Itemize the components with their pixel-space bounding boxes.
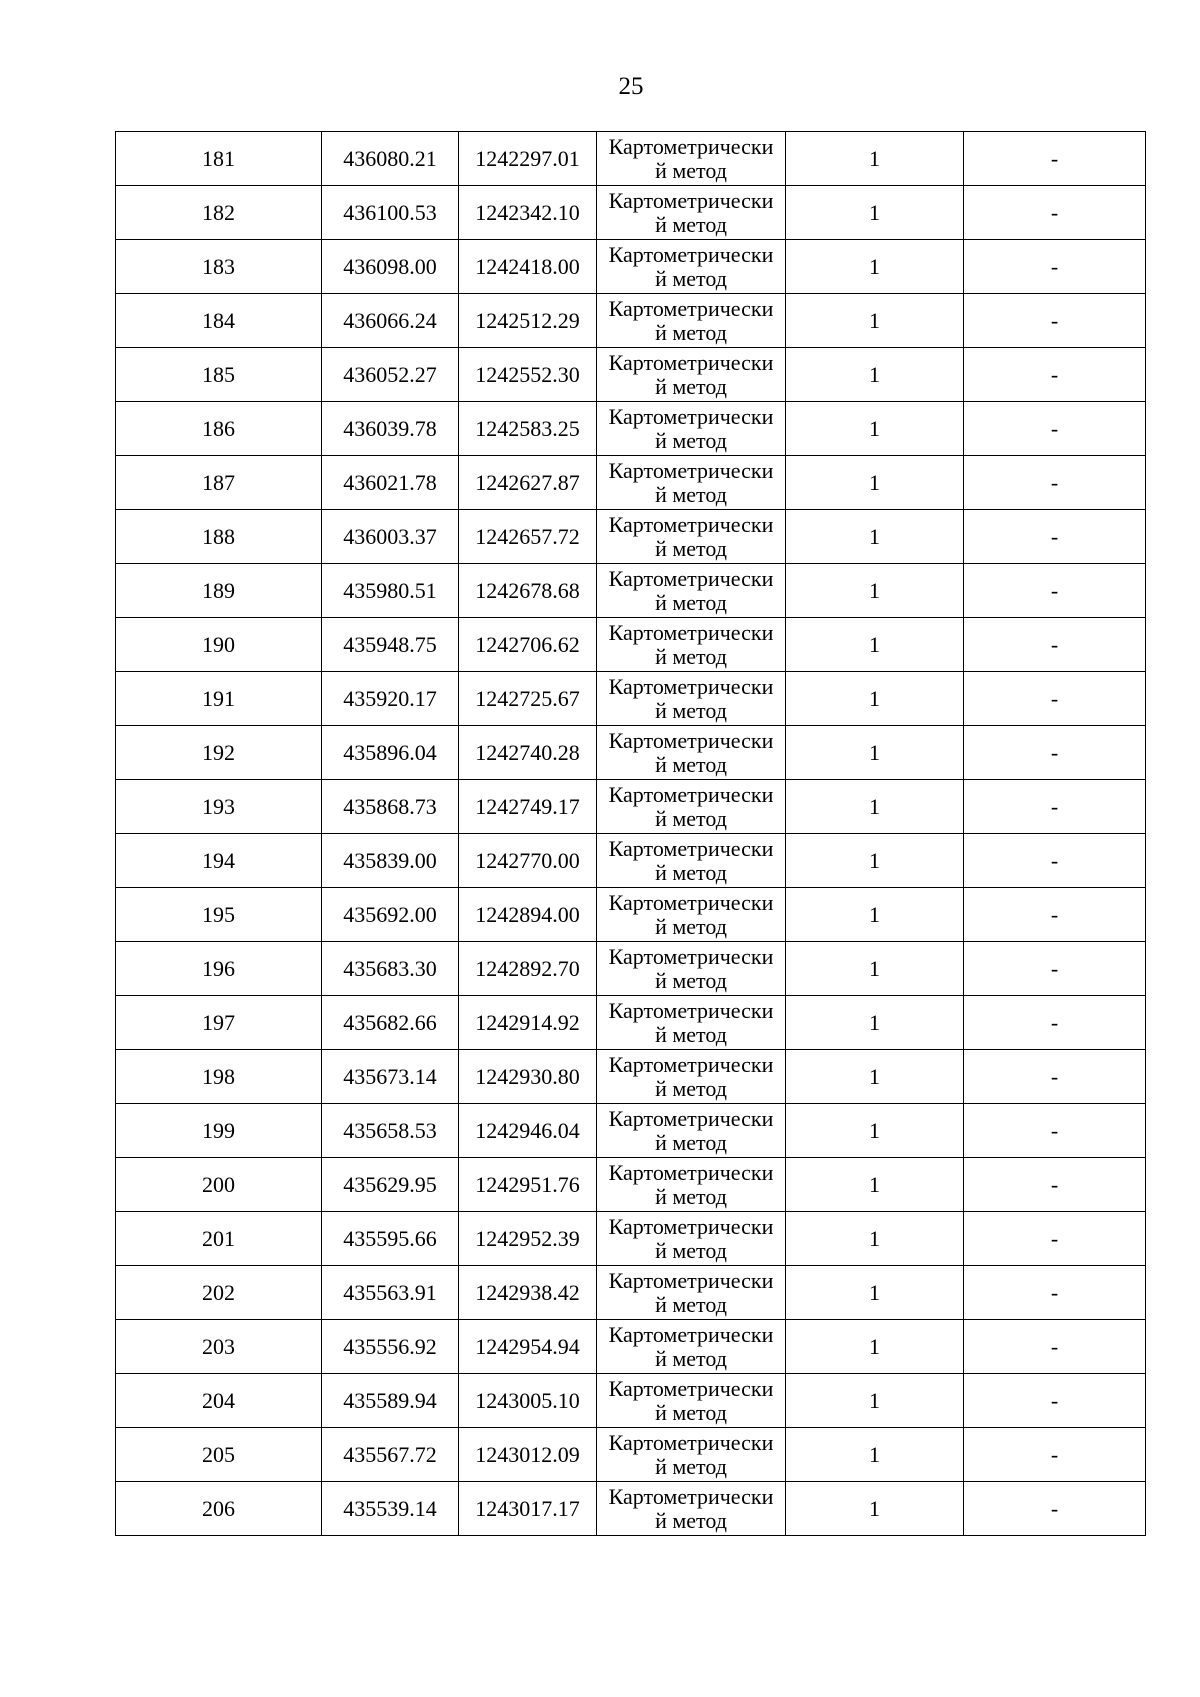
note-cell: - <box>964 888 1146 942</box>
point-number-cell: 197 <box>116 996 322 1050</box>
method-line-1: Картометрически <box>608 565 774 591</box>
accuracy-cell: 1 <box>786 564 964 618</box>
y-coordinate-cell: 1242740.28 <box>459 726 597 780</box>
x-coordinate-cell: 435948.75 <box>322 618 459 672</box>
method-line-2: й метод <box>655 535 727 561</box>
method-line-1: Картометрически <box>608 1105 774 1131</box>
method-cell <box>597 1158 786 1212</box>
y-coordinate-cell: 1242725.67 <box>459 672 597 726</box>
method-cell <box>597 1428 786 1482</box>
point-number-cell: 187 <box>116 456 322 510</box>
point-number-cell: 202 <box>116 1266 322 1320</box>
method-line-2: й метод <box>655 265 727 291</box>
note-cell: - <box>964 1428 1146 1482</box>
y-coordinate-cell: 1242583.25 <box>459 402 597 456</box>
table-row <box>116 132 1146 186</box>
method-line-1: Картометрически <box>608 1213 774 1239</box>
method-cell <box>597 780 786 834</box>
table-row <box>116 1158 1146 1212</box>
method-line-2: й метод <box>655 1075 727 1101</box>
point-number-cell: 184 <box>116 294 322 348</box>
accuracy-cell: 1 <box>786 294 964 348</box>
x-coordinate-cell: 435868.73 <box>322 780 459 834</box>
accuracy-cell: 1 <box>786 726 964 780</box>
note-cell: - <box>964 726 1146 780</box>
accuracy-cell: 1 <box>786 1320 964 1374</box>
point-number-cell: 190 <box>116 618 322 672</box>
y-coordinate-cell: 1242954.94 <box>459 1320 597 1374</box>
point-number-cell: 181 <box>116 132 322 186</box>
method-cell <box>597 132 786 186</box>
table-row <box>116 888 1146 942</box>
method-line-2: й метод <box>655 1399 727 1425</box>
x-coordinate-cell: 435556.92 <box>322 1320 459 1374</box>
y-coordinate-cell: 1243017.17 <box>459 1482 597 1536</box>
table-row <box>116 186 1146 240</box>
note-cell: - <box>964 942 1146 996</box>
y-coordinate-cell: 1242342.10 <box>459 186 597 240</box>
note-cell: - <box>964 402 1146 456</box>
y-coordinate-cell: 1242938.42 <box>459 1266 597 1320</box>
x-coordinate-cell: 435563.91 <box>322 1266 459 1320</box>
method-line-1: Картометрически <box>608 727 774 753</box>
table-row <box>116 564 1146 618</box>
point-number-cell: 199 <box>116 1104 322 1158</box>
x-coordinate-cell: 436080.21 <box>322 132 459 186</box>
method-line-1: Картометрически <box>608 133 774 159</box>
method-line-2: й метод <box>655 1021 727 1047</box>
method-line-2: й метод <box>655 913 727 939</box>
accuracy-cell: 1 <box>786 510 964 564</box>
x-coordinate-cell: 435682.66 <box>322 996 459 1050</box>
accuracy-cell: 1 <box>786 186 964 240</box>
x-coordinate-cell: 436052.27 <box>322 348 459 402</box>
method-cell <box>597 672 786 726</box>
x-coordinate-cell: 436039.78 <box>322 402 459 456</box>
x-coordinate-cell: 435683.30 <box>322 942 459 996</box>
method-line-2: й метод <box>655 643 727 669</box>
x-coordinate-cell: 436100.53 <box>322 186 459 240</box>
note-cell: - <box>964 1050 1146 1104</box>
method-line-1: Картометрически <box>608 1483 774 1509</box>
method-cell <box>597 834 786 888</box>
method-cell <box>597 1320 786 1374</box>
table-row <box>116 672 1146 726</box>
x-coordinate-cell: 435629.95 <box>322 1158 459 1212</box>
method-cell <box>597 996 786 1050</box>
x-coordinate-cell: 435658.53 <box>322 1104 459 1158</box>
method-line-2: й метод <box>655 481 727 507</box>
point-number-cell: 192 <box>116 726 322 780</box>
y-coordinate-cell: 1242951.76 <box>459 1158 597 1212</box>
table-row <box>116 402 1146 456</box>
method-line-2: й метод <box>655 319 727 345</box>
x-coordinate-cell: 436003.37 <box>322 510 459 564</box>
y-coordinate-cell: 1242418.00 <box>459 240 597 294</box>
method-line-2: й метод <box>655 697 727 723</box>
y-coordinate-cell: 1242930.80 <box>459 1050 597 1104</box>
method-line-1: Картометрически <box>608 1429 774 1455</box>
y-coordinate-cell: 1242894.00 <box>459 888 597 942</box>
method-cell <box>597 618 786 672</box>
method-cell <box>597 456 786 510</box>
method-line-2: й метод <box>655 1453 727 1479</box>
method-cell <box>597 240 786 294</box>
page-number: 25 <box>618 73 644 100</box>
method-cell <box>597 888 786 942</box>
method-line-2: й метод <box>655 1507 727 1533</box>
point-number-cell: 204 <box>116 1374 322 1428</box>
method-line-1: Картометрически <box>608 187 774 213</box>
table-row <box>116 780 1146 834</box>
accuracy-cell: 1 <box>786 942 964 996</box>
method-line-1: Картометрически <box>608 457 774 483</box>
y-coordinate-cell: 1242952.39 <box>459 1212 597 1266</box>
note-cell: - <box>964 294 1146 348</box>
method-line-1: Картометрически <box>608 997 774 1023</box>
point-number-cell: 200 <box>116 1158 322 1212</box>
method-line-1: Картометрически <box>608 619 774 645</box>
table-row <box>116 1320 1146 1374</box>
accuracy-cell: 1 <box>786 1212 964 1266</box>
y-coordinate-cell: 1242892.70 <box>459 942 597 996</box>
method-cell <box>597 942 786 996</box>
point-number-cell: 195 <box>116 888 322 942</box>
method-line-1: Картометрически <box>608 1375 774 1401</box>
table-row <box>116 1374 1146 1428</box>
method-line-2: й метод <box>655 589 727 615</box>
table-row <box>116 1428 1146 1482</box>
note-cell: - <box>964 132 1146 186</box>
x-coordinate-cell: 436098.00 <box>322 240 459 294</box>
y-coordinate-cell: 1242297.01 <box>459 132 597 186</box>
method-line-2: й метод <box>655 805 727 831</box>
note-cell: - <box>964 1212 1146 1266</box>
note-cell: - <box>964 1104 1146 1158</box>
x-coordinate-cell: 435839.00 <box>322 834 459 888</box>
method-cell <box>597 348 786 402</box>
method-line-1: Картометрически <box>608 241 774 267</box>
method-line-2: й метод <box>655 751 727 777</box>
accuracy-cell: 1 <box>786 1158 964 1212</box>
point-number-cell: 193 <box>116 780 322 834</box>
method-cell <box>597 510 786 564</box>
method-line-2: й метод <box>655 859 727 885</box>
x-coordinate-cell: 436021.78 <box>322 456 459 510</box>
accuracy-cell: 1 <box>786 1104 964 1158</box>
method-cell <box>597 1374 786 1428</box>
accuracy-cell: 1 <box>786 834 964 888</box>
accuracy-cell: 1 <box>786 1050 964 1104</box>
method-line-1: Картометрически <box>608 295 774 321</box>
accuracy-cell: 1 <box>786 888 964 942</box>
accuracy-cell: 1 <box>786 996 964 1050</box>
table-row <box>116 1104 1146 1158</box>
point-number-cell: 191 <box>116 672 322 726</box>
accuracy-cell: 1 <box>786 618 964 672</box>
method-line-1: Картометрически <box>608 1159 774 1185</box>
point-number-cell: 196 <box>116 942 322 996</box>
table-row <box>116 726 1146 780</box>
accuracy-cell: 1 <box>786 780 964 834</box>
x-coordinate-cell: 435896.04 <box>322 726 459 780</box>
method-line-2: й метод <box>655 1237 727 1263</box>
method-line-1: Картометрически <box>608 1051 774 1077</box>
y-coordinate-cell: 1242706.62 <box>459 618 597 672</box>
note-cell: - <box>964 1158 1146 1212</box>
table-row <box>116 618 1146 672</box>
note-cell: - <box>964 564 1146 618</box>
x-coordinate-cell: 435673.14 <box>322 1050 459 1104</box>
method-line-2: й метод <box>655 967 727 993</box>
point-number-cell: 206 <box>116 1482 322 1536</box>
method-line-2: й метод <box>655 1345 727 1371</box>
y-coordinate-cell: 1242678.68 <box>459 564 597 618</box>
table-row <box>116 456 1146 510</box>
method-cell <box>597 402 786 456</box>
method-line-2: й метод <box>655 1291 727 1317</box>
table-row <box>116 240 1146 294</box>
point-number-cell: 186 <box>116 402 322 456</box>
point-number-cell: 188 <box>116 510 322 564</box>
method-line-1: Картометрически <box>608 349 774 375</box>
note-cell: - <box>964 510 1146 564</box>
note-cell: - <box>964 834 1146 888</box>
y-coordinate-cell: 1243005.10 <box>459 1374 597 1428</box>
accuracy-cell: 1 <box>786 1428 964 1482</box>
note-cell: - <box>964 672 1146 726</box>
x-coordinate-cell: 435920.17 <box>322 672 459 726</box>
method-line-1: Картометрически <box>608 1267 774 1293</box>
table-row <box>116 1266 1146 1320</box>
point-number-cell: 189 <box>116 564 322 618</box>
accuracy-cell: 1 <box>786 402 964 456</box>
table-row <box>116 834 1146 888</box>
point-number-cell: 194 <box>116 834 322 888</box>
point-number-cell: 201 <box>116 1212 322 1266</box>
method-cell <box>597 564 786 618</box>
note-cell: - <box>964 1266 1146 1320</box>
method-cell <box>597 1050 786 1104</box>
point-number-cell: 183 <box>116 240 322 294</box>
table-row <box>116 348 1146 402</box>
note-cell: - <box>964 1482 1146 1536</box>
method-line-2: й метод <box>655 211 727 237</box>
method-line-1: Картометрически <box>608 403 774 429</box>
y-coordinate-cell: 1242749.17 <box>459 780 597 834</box>
x-coordinate-cell: 435567.72 <box>322 1428 459 1482</box>
method-line-2: й метод <box>655 373 727 399</box>
x-coordinate-cell: 435692.00 <box>322 888 459 942</box>
method-cell <box>597 294 786 348</box>
method-cell <box>597 1266 786 1320</box>
y-coordinate-cell: 1243012.09 <box>459 1428 597 1482</box>
accuracy-cell: 1 <box>786 1374 964 1428</box>
x-coordinate-cell: 435539.14 <box>322 1482 459 1536</box>
point-number-cell: 185 <box>116 348 322 402</box>
method-line-1: Картометрически <box>608 889 774 915</box>
table-row <box>116 1212 1146 1266</box>
accuracy-cell: 1 <box>786 1482 964 1536</box>
method-line-1: Картометрически <box>608 511 774 537</box>
method-cell <box>597 726 786 780</box>
point-number-cell: 198 <box>116 1050 322 1104</box>
method-cell <box>597 1104 786 1158</box>
method-line-1: Картометрически <box>608 1321 774 1347</box>
y-coordinate-cell: 1242627.87 <box>459 456 597 510</box>
note-cell: - <box>964 240 1146 294</box>
note-cell: - <box>964 780 1146 834</box>
coordinates-table <box>115 131 1146 1536</box>
note-cell: - <box>964 1374 1146 1428</box>
accuracy-cell: 1 <box>786 1266 964 1320</box>
x-coordinate-cell: 435589.94 <box>322 1374 459 1428</box>
note-cell: - <box>964 348 1146 402</box>
note-cell: - <box>964 996 1146 1050</box>
accuracy-cell: 1 <box>786 456 964 510</box>
note-cell: - <box>964 1320 1146 1374</box>
note-cell: - <box>964 186 1146 240</box>
y-coordinate-cell: 1242552.30 <box>459 348 597 402</box>
y-coordinate-cell: 1242512.29 <box>459 294 597 348</box>
accuracy-cell: 1 <box>786 132 964 186</box>
x-coordinate-cell: 435595.66 <box>322 1212 459 1266</box>
note-cell: - <box>964 456 1146 510</box>
y-coordinate-cell: 1242770.00 <box>459 834 597 888</box>
accuracy-cell: 1 <box>786 672 964 726</box>
x-coordinate-cell: 435980.51 <box>322 564 459 618</box>
table-row <box>116 996 1146 1050</box>
table-row <box>116 510 1146 564</box>
method-line-1: Картометрически <box>608 781 774 807</box>
method-cell <box>597 1212 786 1266</box>
method-cell <box>597 186 786 240</box>
method-line-2: й метод <box>655 1183 727 1209</box>
method-line-2: й метод <box>655 1129 727 1155</box>
note-cell: - <box>964 618 1146 672</box>
method-line-1: Картометрически <box>608 943 774 969</box>
table-row <box>116 1482 1146 1536</box>
method-cell <box>597 1482 786 1536</box>
table-body <box>116 132 1146 1536</box>
method-line-1: Картометрически <box>608 673 774 699</box>
table-row <box>116 942 1146 996</box>
point-number-cell: 182 <box>116 186 322 240</box>
method-line-2: й метод <box>655 157 727 183</box>
method-line-2: й метод <box>655 427 727 453</box>
table-row <box>116 1050 1146 1104</box>
accuracy-cell: 1 <box>786 240 964 294</box>
y-coordinate-cell: 1242657.72 <box>459 510 597 564</box>
x-coordinate-cell: 436066.24 <box>322 294 459 348</box>
point-number-cell: 205 <box>116 1428 322 1482</box>
method-line-1: Картометрически <box>608 835 774 861</box>
y-coordinate-cell: 1242946.04 <box>459 1104 597 1158</box>
point-number-cell: 203 <box>116 1320 322 1374</box>
y-coordinate-cell: 1242914.92 <box>459 996 597 1050</box>
accuracy-cell: 1 <box>786 348 964 402</box>
table-row <box>116 294 1146 348</box>
